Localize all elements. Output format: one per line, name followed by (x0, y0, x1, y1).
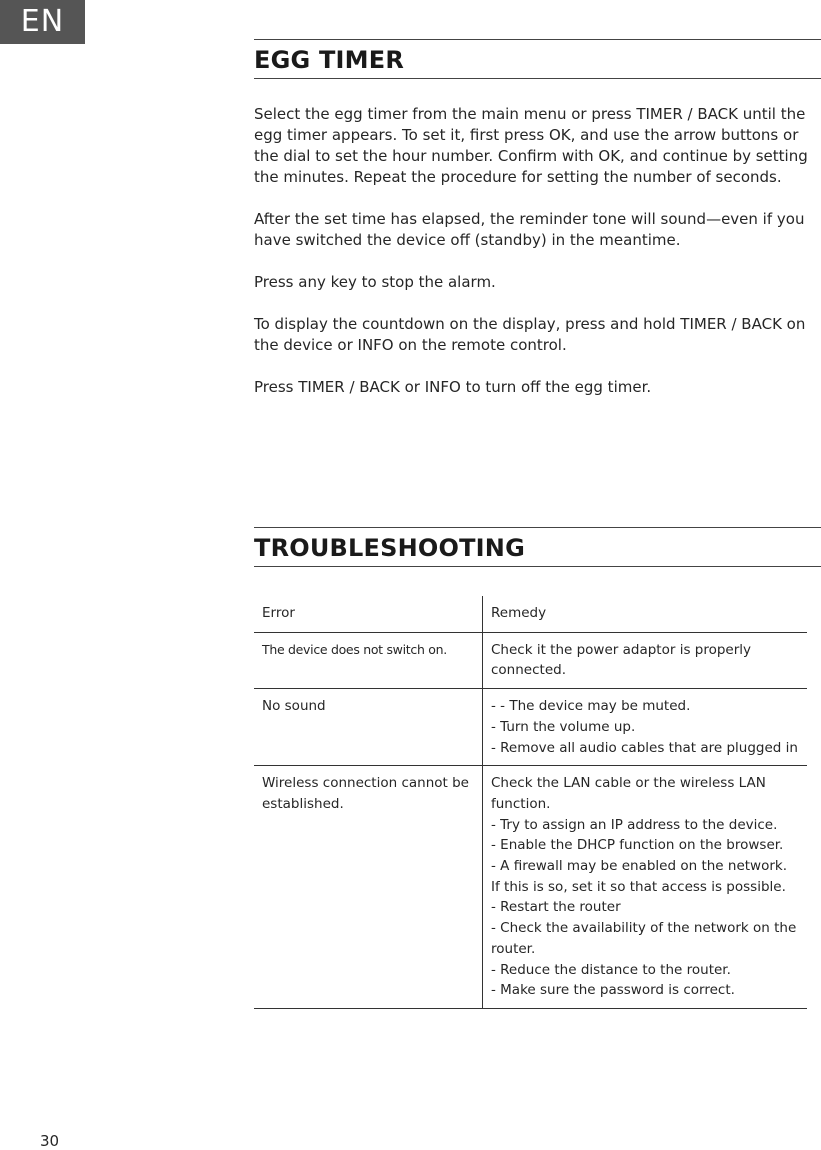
egg-timer-title: EGG TIMER (254, 46, 405, 74)
remedy-line: - Remove all audio cables that are plugged in (491, 739, 798, 756)
egg-timer-paragraph: Press TIMER / BACK or INFO to turn off the egg timer. (254, 378, 652, 396)
remedy-line: - Reduce the distance to the router. (491, 961, 731, 978)
remedy-line: Check the LAN cable or the wireless LAN function. (491, 775, 766, 812)
table-header-row (254, 596, 807, 632)
remedy-line: - A firewall may be enabled on the network. If this is so, set it so that access is possible. (491, 858, 788, 895)
troubleshooting-table (254, 596, 807, 1009)
troubleshooting-bottom-rule (254, 566, 821, 567)
error-cell: No sound (254, 689, 483, 766)
remedy-line: - Make sure the password is correct. (491, 982, 735, 999)
table-row (254, 632, 807, 688)
error-cell: The device does not switch on. (254, 632, 483, 688)
remedy-cell (483, 689, 808, 766)
remedy-line: - Try to assign an IP address to the device. (491, 816, 778, 833)
page-number: 30 (40, 1132, 60, 1150)
remedy-column-header: Remedy (483, 596, 808, 632)
remedy-cell (483, 632, 808, 688)
table-row (254, 689, 807, 766)
remedy-line: - - The device may be muted. (491, 698, 691, 715)
egg-timer-paragraph: To display the countdown on the display, press and hold TIMER / BACK on the device or INFO on the remote control. (254, 315, 806, 354)
remedy-line: - Turn the volume up. (491, 718, 636, 735)
egg-timer-bottom-rule (254, 78, 821, 79)
remedy-line: - Enable the DHCP function on the browser. (491, 837, 784, 854)
egg-timer-paragraph: Select the egg timer from the main menu or press TIMER / BACK until the egg timer appears. To set it, first press OK, and use the arrow buttons or the dial to set the hour number. Confirm with OK, and continue by setting the minutes. Repeat the procedure for setting the number of seconds. (254, 105, 808, 186)
remedy-line: - Restart the router (491, 899, 621, 916)
egg-timer-paragraph: Press any key to stop the alarm. (254, 273, 496, 291)
table-row (254, 766, 807, 1009)
error-cell: Wireless connection cannot be established. (254, 766, 483, 1009)
troubleshooting-title: TROUBLESHOOTING (254, 534, 525, 562)
remedy-line: Check it the power adaptor is properly connected. (491, 641, 752, 679)
egg-timer-top-rule (254, 39, 821, 40)
remedy-line: - Check the availability of the network on the router. (491, 920, 797, 957)
error-column-header: Error (262, 605, 295, 621)
egg-timer-body (254, 104, 820, 419)
troubleshooting-top-rule (254, 527, 821, 528)
language-tab: EN (0, 0, 85, 44)
remedy-cell (483, 766, 808, 1009)
egg-timer-paragraph: After the set time has elapsed, the reminder tone will sound—even if you have switched the device off (standby) in the meantime. (254, 210, 805, 249)
